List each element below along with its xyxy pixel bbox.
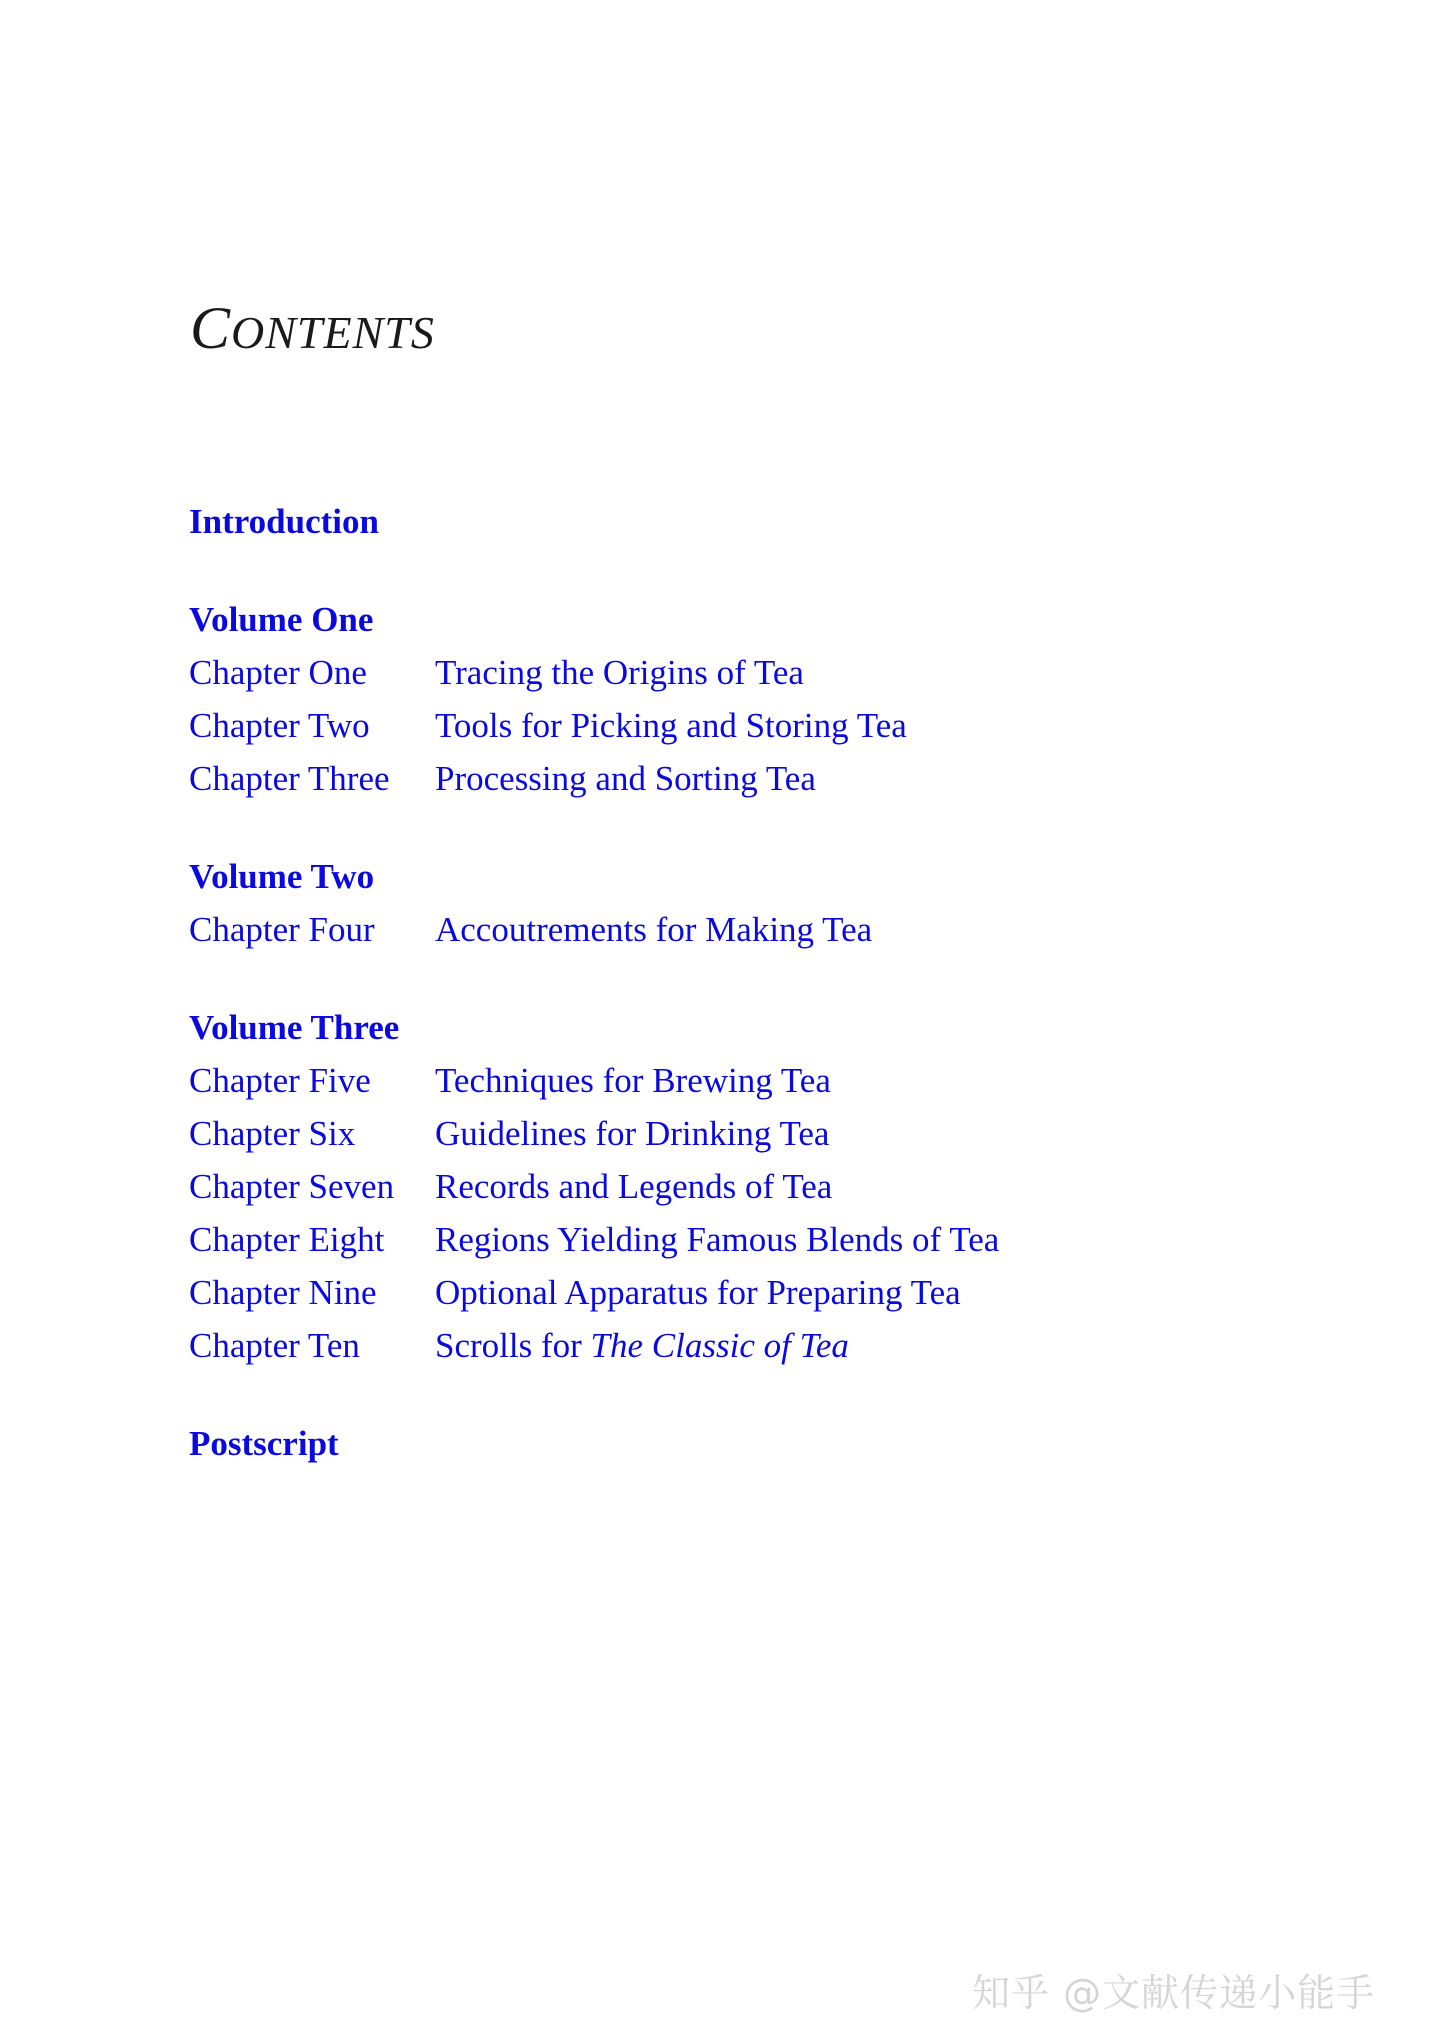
chapter-title <box>435 1319 849 1372</box>
chapter-label: Chapter Seven <box>189 1167 395 1206</box>
toc-chapter-row[interactable] <box>189 1319 1289 1372</box>
toc-chapter-row[interactable] <box>189 1213 1289 1266</box>
chapter-label: Chapter Nine <box>189 1273 377 1312</box>
chapter-label: Chapter Ten <box>189 1326 360 1365</box>
toc-chapter-row[interactable] <box>189 1160 1289 1213</box>
toc-volume-heading[interactable]: Volume One <box>189 600 374 639</box>
chapter-title-book-name: The Classic of Tea <box>590 1326 849 1365</box>
page-title-initial: C <box>190 295 232 361</box>
toc-chapter-row[interactable] <box>189 1054 1289 1107</box>
toc-section-postscript <box>189 1417 1289 1470</box>
chapter-title: Techniques for Brewing Tea <box>435 1061 831 1100</box>
toc-chapter-row[interactable] <box>189 646 1289 699</box>
chapter-title-prefix: Scrolls for <box>435 1326 591 1365</box>
page-title <box>190 295 435 361</box>
table-of-contents <box>189 495 1289 1515</box>
toc-section-introduction <box>189 495 1289 548</box>
toc-chapter-row[interactable] <box>189 752 1289 805</box>
chapter-label: Chapter Two <box>189 706 370 745</box>
chapter-label: Chapter Three <box>189 759 390 798</box>
toc-chapter-row[interactable] <box>189 699 1289 752</box>
watermark: 知乎 @文献传递小能手 <box>972 1971 1376 2015</box>
chapter-title: Tools for Picking and Storing Tea <box>435 706 907 745</box>
chapter-title: Accoutrements for Making Tea <box>435 910 873 949</box>
toc-volume-three <box>189 1001 1289 1372</box>
chapter-label: Chapter One <box>189 653 367 692</box>
toc-chapter-row[interactable] <box>189 1107 1289 1160</box>
chapter-title: Processing and Sorting Tea <box>435 759 816 798</box>
toc-postscript-link[interactable]: Postscript <box>189 1424 339 1463</box>
chapter-label: Chapter Six <box>189 1114 356 1153</box>
toc-introduction-link[interactable]: Introduction <box>189 502 379 541</box>
toc-volume-heading[interactable]: Volume Two <box>189 857 375 896</box>
toc-chapter-row[interactable] <box>189 1266 1289 1319</box>
chapter-title: Guidelines for Drinking Tea <box>435 1114 830 1153</box>
toc-volume-heading[interactable]: Volume Three <box>189 1008 400 1047</box>
chapter-title: Tracing the Origins of Tea <box>435 653 804 692</box>
chapter-title: Regions Yielding Famous Blends of Tea <box>435 1220 1000 1259</box>
chapter-title: Optional Apparatus for Preparing Tea <box>435 1273 961 1312</box>
page-title-rest: ONTENTS <box>231 307 435 358</box>
toc-volume-one <box>189 593 1289 805</box>
toc-volume-two <box>189 850 1289 956</box>
chapter-label: Chapter Eight <box>189 1220 385 1259</box>
chapter-label: Chapter Four <box>189 910 375 949</box>
chapter-title: Records and Legends of Tea <box>435 1167 833 1206</box>
chapter-label: Chapter Five <box>189 1061 371 1100</box>
toc-chapter-row[interactable] <box>189 903 1289 956</box>
